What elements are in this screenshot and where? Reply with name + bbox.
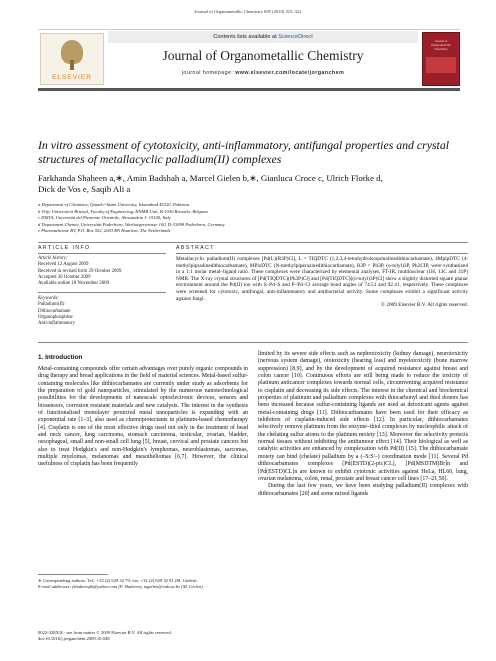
journal-reference: Journal of Organometallic Chemistry 695 (2010) 315–322 [194, 9, 302, 14]
author-list [38, 173, 468, 195]
article-title: In vitro assessment of cytotoxicity, anti-inflammatory, antifungal properties and crystal structures of metallacyclic palladium(II) complexes [38, 138, 449, 166]
divider [38, 242, 468, 243]
issn-block [38, 630, 258, 642]
issn: 0022-328X/$ - see front matter © 2009 Elsevier B.V. All rights reserved. [38, 630, 172, 635]
affiliation: a Department of Chemistry, Quaid-i-Azam University, Islamabad 45320, Pakistan [38, 202, 189, 207]
email-note: E-mail addresses: fshaheenpk@yahoo.com (F. Shaheen), mgielen@vub.ac.be (M. Gielen). [38, 584, 204, 589]
keyword: Palladium(II) [38, 302, 65, 308]
journal-cover [422, 32, 460, 86]
keyword: Anti-inflammatory [38, 321, 75, 327]
paragraph: limited by its severe side effects such as nephrotoxicity (kidney damage), neurotoxicity (nervous system damage), ototoxicity (hearing loss) and myelotoxicity (bone marrow suppression) [8,9], and by the development of acquired resistance against breast and colon cancer [10]. Continuous efforts are still being made to reduce the toxicity of platinum anticancer complexes towards normal cells, circumventing acquired resistance to cisplatin and decreasing its side effects. The interest in the chemical and biochemical properties of platinum and palladium complexes with thiocarbonyl and thiol donors has been increased because sulfur-containing ligands are used as detoxicant agents against metal-containing drugs [11]. Dithiocarbamates have been used for their efficacy as inhibitors of cisplatin-induced side effects [12]. In particular, dithiocarbamates selectively remove platinum from the enzyme–thiol complexes by nucleophilic attack of the chelating sulfur atoms to the platinum moiety [13]. Moreover the selectivity protects normal tissues without inhibiting the antitumour effect [14]. Their biological as well as catalytic activities are enhanced by complexation with Pd(II) [15]. The dithiocarbamate moiety can bind (chelate) palladium by a (–S:S'–) coordination mode [11]. Several Pd dithiocarbamates complexes [Pd(ESTD)(2-pic)CL], [Pd(MSDTM)Br]n and [Pd(ESTD)CL]n are known to exhibit cytotoxic activities against HeLa, HL60, lung, ovarian melanoma, colon, renal, prostate and breast cancer cell lines [17–21,50]. [258, 351, 468, 482]
article-history [38, 256, 166, 287]
paragraph: During the last few years, we have been studying palladium(II) complexes with dithiocarbamates [20] and some mixed ligands [258, 483, 468, 497]
copyright: © 2009 Elsevier B.V. All rights reserved. [380, 302, 468, 309]
abstract-body [176, 256, 468, 309]
body-left-column: Metal-containing compounds offer certain advantages over purely organic compounds in drug therapy and broad applications in the field of material sciences. Metal-based sulfur-containing molecules like dithiocarbamates are currently under study as adsorbents for the preparation of gold nanoparticles, stimulated by the numerous nanotechnological possibilities for the developments of nanoscale optoelectronic devices, sensors and biosensors, corrosion resistant materials and new catalysts. The interest in the synthesis of functionalised monolayer protected metal nanoparticles is expanding with an exponential rate [1–3], also used as chemoprotectants in platinum-based chemotherapy [4]. Cisplatin is one of the most effective drugs used not only in the treatment of head and neck cancer, lung carcinoma, stomach carcinoma, testicular, ovarian, bladder, oesophageal, small and non-small cell lung [5], breast, cervical and prostate cancers but also to treat Hodgkin's and non-Hodgkin's lymphomas, neuroblastomas, sarcomas, multiple myelomas, melanomas and mesotheliomas [6,7]. However, the clinical usefulness of cisplatin has been frequently [38, 366, 248, 468]
divider [38, 253, 166, 254]
body-right-column [258, 351, 468, 498]
author-line: Farkhanda Shaheen a,∗, Amin Badshah a, Marcel Gielen b,∗, Gianluca Croce c, Ulrich Florke d, [38, 173, 383, 183]
footnote-rule [38, 574, 108, 575]
homepage-link[interactable]: www.elsevier.com/locate/jorganchem [235, 70, 345, 76]
abstract-heading: ABSTRACT [176, 245, 215, 251]
sciencedirect-link[interactable]: ScienceDirect [278, 34, 313, 40]
article-info-heading: ARTICLE INFO [38, 245, 91, 251]
history-item: Accepted 30 October 2009 [38, 274, 91, 280]
divider [176, 253, 468, 254]
elsevier-logo [40, 33, 104, 85]
keyword: Organophosphine [38, 314, 73, 320]
history-item: Received 12 August 2009 [38, 262, 89, 268]
divider [38, 342, 468, 343]
journal-homepage: journal homepage: www.elsevier.com/locate/jorganchem [181, 70, 345, 76]
history-item: Available online 18 November 2009 [38, 281, 110, 287]
affiliation: d Department Chemie, Universität Paderborn, Warburgerstrasse 100, D-33098 Paderborn, Germany [38, 221, 225, 227]
section-heading: 1. Introduction [38, 354, 83, 361]
cover-title: Journal of Organometallic Chemistry [431, 39, 451, 51]
doi-link[interactable]: doi:10.1016/j.jorganchem.2009.10.048 [38, 635, 110, 641]
keywords-label: Keywords: [38, 296, 60, 301]
abstract-text: Metallacyclic palladium(II) complexes [Pd(L)(R3P)Cl], L = TIQDTC (1,2,3,4-tetrahydroisoquinolinedithiocarbamate), 4MpipDTC (4-methylpipradinedithiocarbamate), MPizDTC (N-methylpiperazinedithiocarbamate), R3P = Ph3P, (o-tolyl)3P, Ph2CIP, were synthesized in a 1:1 molar metal–ligand ratio. These complexes were characterized by elemental analyses, FT-IR, multinuclear (1H, 13C and 31P) NMR. The X-ray crystal structures of [Pd(TIQDTC)(Ph3P)Cl] and [Pd(TIQDTC)((o-tolyl)3P)Cl] show a slightly distorted square planar environment around the Pd(II) ion with S–Pd–S and P–Pd–Cl average bond angles of 74.51 and 92.41, respectively. These complexes were screened for cytotoxic, antifungal, anti-inflammatory and antibacterial activity. Some complexes exhibit a significant activity against fungi. [176, 256, 468, 302]
publisher-name: ELSEVIER [52, 74, 92, 81]
contents-band: Contents lists available at ScienceDirect [108, 31, 418, 43]
keywords [38, 296, 166, 327]
history-item: Received in revised form 29 October 2009 [38, 268, 122, 274]
affiliation: b Vrije Universiteit Brussel, Faculty of Engineering, HNMR Unit, B-1050 Brussels, Belgium [38, 208, 208, 214]
journal-title: Journal of Organometallic Chemistry [162, 48, 364, 63]
keyword: Dithiocarbamate [38, 308, 71, 314]
author-line: Dick de Vos e, Saqib Ali a [38, 184, 131, 194]
affiliation: e Pharmachemie BV, P.O. Box 552, 2003 RN Haarlem, The Netherlands [38, 228, 171, 234]
affiliations [38, 202, 468, 235]
corresponding-author-note: ∗ Corresponding authors. Tel.: +32 (2) 629 32 79; fax: +32 (2) 629 32 81 (M. Gielen). [38, 578, 198, 583]
divider [38, 292, 166, 293]
affiliation: c DISTA, Università del Piemonte Orientale, Alessandria I- 15100, Italy [38, 215, 171, 221]
history-label: Article history: [38, 256, 68, 261]
footnotes [38, 578, 248, 590]
